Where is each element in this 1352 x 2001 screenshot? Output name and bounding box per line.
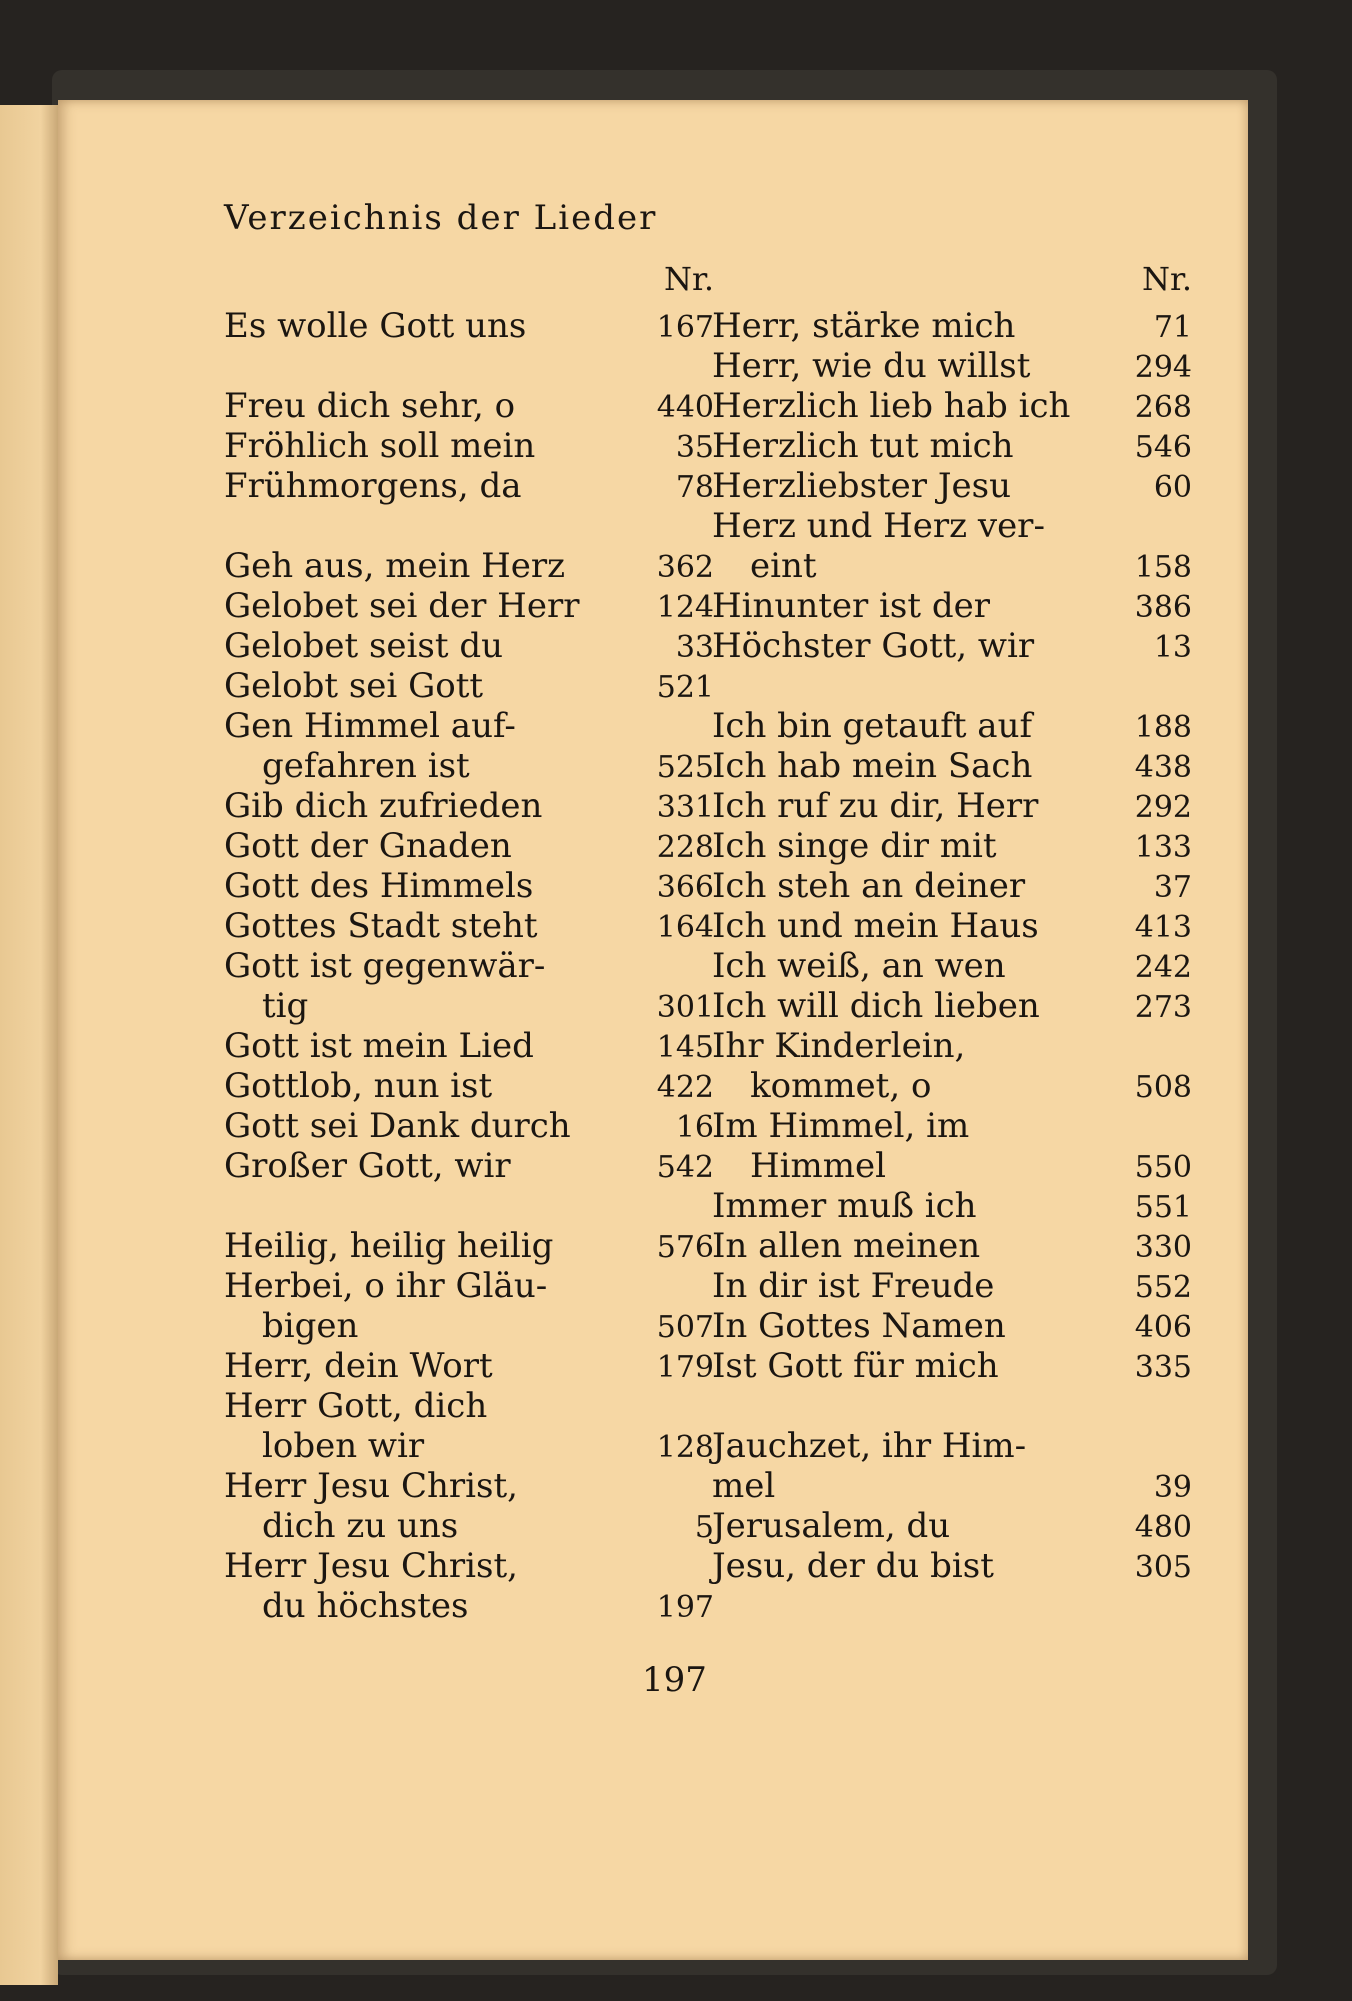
- entry-title: Ist Gott für mich: [712, 1346, 999, 1386]
- section-gap: [224, 346, 714, 386]
- page-number: 197: [642, 1660, 707, 1700]
- entry-title: Geh aus, mein Herz: [224, 546, 566, 586]
- index-entry: [224, 626, 714, 666]
- index-entry: [224, 1426, 714, 1466]
- entry-title: Gelobt sei Gott: [224, 666, 484, 706]
- index-entry: [224, 426, 714, 466]
- index-entry: [712, 1266, 1192, 1306]
- index-entry: [224, 866, 714, 906]
- entry-number: 366: [656, 870, 714, 905]
- index-entry: [224, 306, 714, 346]
- index-entry: [712, 706, 1192, 746]
- entry-title: Herzlich lieb hab ich: [712, 386, 1071, 426]
- entry-title: Es wolle Gott uns: [224, 306, 527, 346]
- entry-title: du höchstes: [262, 1586, 469, 1626]
- entry-number: 179: [656, 1350, 714, 1385]
- index-entry: [712, 346, 1192, 386]
- entry-number: 133: [1134, 830, 1192, 865]
- entry-number: 188: [1134, 710, 1192, 745]
- entry-number: 508: [1134, 1070, 1192, 1105]
- entry-number: 440: [656, 390, 714, 425]
- entry-number: 413: [1134, 910, 1192, 945]
- entry-title: Hinunter ist der: [712, 586, 990, 626]
- entry-number: 228: [656, 830, 714, 865]
- entry-title: Ich weiß, an wen: [712, 946, 1006, 986]
- index-entry: [712, 906, 1192, 946]
- entry-number: 39: [1153, 1470, 1192, 1505]
- index-entry: [224, 1586, 714, 1626]
- entry-title: Herr Jesu Christ,: [224, 1466, 518, 1506]
- entry-title: Gib dich zufrieden: [224, 786, 543, 826]
- entry-number: 552: [1134, 1270, 1192, 1305]
- entry-title: Jesu, der du bist: [712, 1546, 994, 1586]
- entry-title: Großer Gott, wir: [224, 1146, 511, 1186]
- index-entry: [712, 1226, 1192, 1266]
- index-entry: [224, 1026, 714, 1066]
- entry-number: 268: [1134, 390, 1192, 425]
- entry-title: In allen meinen: [712, 1226, 981, 1266]
- index-entry: [712, 786, 1192, 826]
- entry-number: 550: [1134, 1150, 1192, 1185]
- index-entry: [224, 746, 714, 786]
- index-entry: [712, 1146, 1192, 1186]
- index-entry: [712, 1106, 1192, 1146]
- entry-number: 242: [1134, 950, 1192, 985]
- index-entry: [712, 746, 1192, 786]
- entry-number: 124: [656, 590, 714, 625]
- entry-title: Gelobet seist du: [224, 626, 504, 666]
- entry-number: 37: [1153, 870, 1192, 905]
- entry-title: Herr Jesu Christ,: [224, 1546, 518, 1586]
- index-entry: [712, 506, 1192, 546]
- right-column-rows: [712, 306, 1192, 1586]
- index-entry: [712, 1346, 1192, 1386]
- entry-title: Gen Himmel auf-: [224, 706, 516, 746]
- index-entry: [712, 546, 1192, 586]
- entry-title: gefahren ist: [262, 746, 470, 786]
- section-gap: [712, 666, 1192, 706]
- index-entry: [712, 1426, 1192, 1466]
- entry-title: Herbei, o ihr Gläu-: [224, 1266, 548, 1306]
- index-entry: [224, 826, 714, 866]
- index-entry: [224, 386, 714, 426]
- entry-number: 362: [656, 550, 714, 585]
- index-entry: [224, 1106, 714, 1146]
- left-page-edge: [0, 105, 58, 1985]
- index-entry: [224, 946, 714, 986]
- entry-title: tig: [262, 986, 309, 1026]
- right-column: [712, 260, 1192, 1586]
- index-entry: [224, 1146, 714, 1186]
- entry-number: 301: [656, 990, 714, 1025]
- entry-title: Herzlich tut mich: [712, 426, 1014, 466]
- entry-number: 33: [675, 630, 714, 665]
- entry-title: Ich steh an deiner: [712, 866, 1026, 906]
- entry-title: Herr, dein Wort: [224, 1346, 493, 1386]
- entry-title: bigen: [262, 1306, 359, 1346]
- entry-number: 164: [656, 910, 714, 945]
- entry-number: 292: [1134, 790, 1192, 825]
- index-entry: [224, 1266, 714, 1306]
- entry-number: 158: [1134, 550, 1192, 585]
- index-entry: [224, 986, 714, 1026]
- entry-title: Fröhlich soll mein: [224, 426, 536, 466]
- entry-title: Höchster Gott, wir: [712, 626, 1035, 666]
- entry-title: Gottlob, nun ist: [224, 1066, 493, 1106]
- entry-number: 13: [1153, 630, 1192, 665]
- entry-title: Freu dich sehr, o: [224, 386, 516, 426]
- entry-title: Gott der Gnaden: [224, 826, 512, 866]
- index-entry: [712, 826, 1192, 866]
- entry-number: 576: [656, 1230, 714, 1265]
- entry-number: 438: [1134, 750, 1192, 785]
- entry-number: 542: [656, 1150, 714, 1185]
- entry-title: Ich singe dir mit: [712, 826, 997, 866]
- entry-title: Ich ruf zu dir, Herr: [712, 786, 1039, 826]
- entry-title: Immer muß ich: [712, 1186, 977, 1226]
- entry-title: Herz und Herz ver-: [712, 506, 1045, 546]
- entry-title: Jauchzet, ihr Him-: [712, 1426, 1027, 1466]
- entry-title: Gott ist mein Lied: [224, 1026, 534, 1066]
- entry-title: Gelobet sei der Herr: [224, 586, 580, 626]
- book-page: [58, 100, 1248, 1960]
- page-header: Verzeichnis der Lieder: [224, 198, 658, 238]
- right-column-heading: Nr.: [1142, 260, 1192, 298]
- index-entry: [712, 946, 1192, 986]
- index-entry: [712, 466, 1192, 506]
- entry-number: 273: [1134, 990, 1192, 1025]
- index-entry: [712, 386, 1192, 426]
- entry-number: 525: [656, 750, 714, 785]
- entry-title: eint: [750, 546, 817, 586]
- index-entry: [224, 466, 714, 506]
- entry-title: loben wir: [262, 1426, 425, 1466]
- entry-number: 551: [1134, 1190, 1192, 1225]
- index-entry: [712, 1506, 1192, 1546]
- entry-number: 294: [1134, 350, 1192, 385]
- entry-title: dich zu uns: [262, 1506, 459, 1546]
- index-entry: [224, 1546, 714, 1586]
- entry-number: 167: [656, 310, 714, 345]
- entry-title: Herzliebster Jesu: [712, 466, 1011, 506]
- index-entry: [224, 1226, 714, 1266]
- entry-number: 386: [1134, 590, 1192, 625]
- entry-number: 507: [656, 1310, 714, 1345]
- entry-number: 406: [1134, 1310, 1192, 1345]
- section-gap: [712, 1386, 1192, 1426]
- entry-number: 35: [675, 430, 714, 465]
- entry-title: Herr Gott, dich: [224, 1386, 488, 1426]
- entry-title: Heilig, heilig heilig: [224, 1226, 554, 1266]
- index-entry: [712, 1466, 1192, 1506]
- section-gap: [224, 1186, 714, 1226]
- entry-title: Gott des Himmels: [224, 866, 534, 906]
- index-entry: [224, 1466, 714, 1506]
- entry-number: 330: [1134, 1230, 1192, 1265]
- left-column-rows: [224, 306, 714, 1626]
- entry-title: Ich hab mein Sach: [712, 746, 1033, 786]
- index-entry: [224, 906, 714, 946]
- left-column-heading: Nr.: [664, 260, 714, 298]
- index-entry: [712, 1026, 1192, 1066]
- index-entry: [712, 1186, 1192, 1226]
- entry-title: Himmel: [750, 1146, 886, 1186]
- entry-number: 71: [1153, 310, 1192, 345]
- entry-title: Frühmorgens, da: [224, 466, 522, 506]
- entry-number: 197: [656, 1590, 714, 1625]
- entry-title: Herr, stärke mich: [712, 306, 1016, 346]
- entry-title: Ich bin getauft auf: [712, 706, 1033, 746]
- entry-number: 331: [656, 790, 714, 825]
- index-entry: [712, 426, 1192, 466]
- index-entry: [712, 306, 1192, 346]
- entry-title: Gottes Stadt steht: [224, 906, 538, 946]
- entry-title: kommet, o: [750, 1066, 932, 1106]
- entry-title: Gott sei Dank durch: [224, 1106, 571, 1146]
- entry-title: Im Himmel, im: [712, 1106, 970, 1146]
- entry-title: mel: [712, 1466, 776, 1506]
- entry-title: Ihr Kinderlein,: [712, 1026, 966, 1066]
- entry-number: 5: [694, 1510, 714, 1545]
- index-entry: [712, 986, 1192, 1026]
- entry-number: 422: [656, 1070, 714, 1105]
- index-entry: [224, 666, 714, 706]
- entry-number: 305: [1134, 1550, 1192, 1585]
- entry-number: 521: [656, 670, 714, 705]
- entry-number: 546: [1134, 430, 1192, 465]
- index-entry: [224, 786, 714, 826]
- index-entry: [712, 866, 1192, 906]
- section-gap: [224, 506, 714, 546]
- left-column: [224, 260, 714, 1626]
- entry-title: In Gottes Namen: [712, 1306, 1006, 1346]
- entry-number: 16: [675, 1110, 714, 1145]
- index-entry: [224, 546, 714, 586]
- entry-number: 60: [1153, 470, 1192, 505]
- entry-title: Ich will dich lieben: [712, 986, 1040, 1026]
- index-entry: [224, 1066, 714, 1106]
- index-entry: [224, 706, 714, 746]
- index-entry: [712, 1306, 1192, 1346]
- index-entry: [712, 586, 1192, 626]
- index-entry: [712, 1066, 1192, 1106]
- entry-number: 480: [1134, 1510, 1192, 1545]
- entry-title: Herr, wie du willst: [712, 346, 1031, 386]
- entry-title: Ich und mein Haus: [712, 906, 1039, 946]
- entry-number: 335: [1134, 1350, 1192, 1385]
- index-entry: [224, 1346, 714, 1386]
- entry-number: 145: [656, 1030, 714, 1065]
- index-entry: [224, 1386, 714, 1426]
- index-entry: [224, 1306, 714, 1346]
- index-entry: [224, 586, 714, 626]
- entry-number: 128: [656, 1430, 714, 1465]
- entry-title: Gott ist gegenwär-: [224, 946, 546, 986]
- index-entry: [712, 1546, 1192, 1586]
- entry-number: 78: [675, 470, 714, 505]
- entry-title: Jerusalem, du: [712, 1506, 951, 1546]
- index-entry: [712, 626, 1192, 666]
- entry-title: In dir ist Freude: [712, 1266, 995, 1306]
- index-entry: [224, 1506, 714, 1546]
